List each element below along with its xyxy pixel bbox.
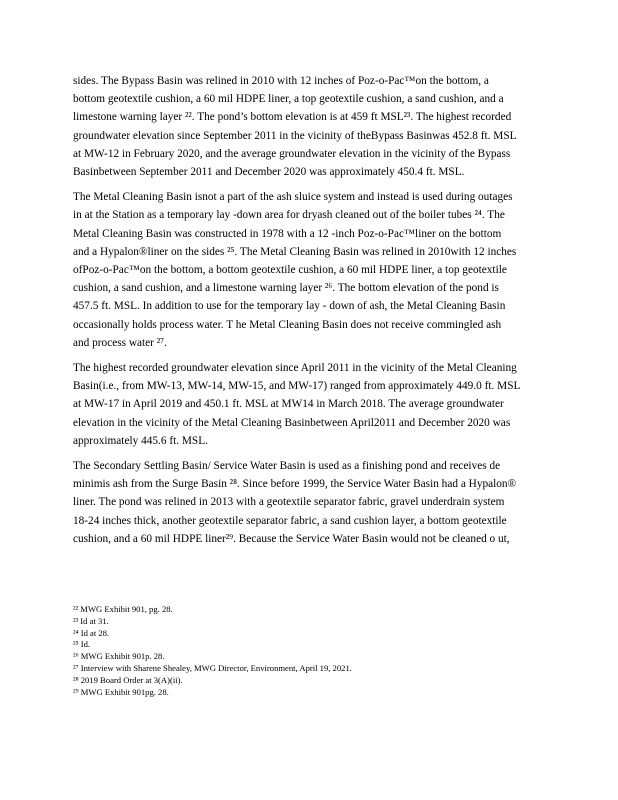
text-line: The Metal Cleaning Basin isnot a part of the ash sluice system and instead is used during outages: [73, 191, 513, 204]
text-line: occasionally holds process water. T he Metal Cleaning Basin does not receive commingled ash: [73, 318, 502, 331]
body-text: [73, 72, 545, 555]
text-line: limestone warning layer ²². The pond’s bottom elevation is at 459 ft MSL²³. The highest recorded: [73, 111, 512, 124]
text-line: 18-24 inches thick, another geotextile separator fabric, a sand cushion layer, a bottom geotextile: [73, 514, 507, 527]
footnote: ²⁶ MWG Exhibit 901p. 28.: [73, 651, 165, 662]
paragraph-bypass-basin: [73, 72, 545, 181]
footnote: ²⁵ Id.: [73, 639, 91, 650]
text-line: Basinbetween September 2011 and December 2020 was approximately 450.4 ft. MSL.: [73, 166, 465, 179]
text-line: sides. The Bypass Basin was relined in 2010 with 12 inches of Poz-o-Pac™on the bottom, a: [73, 75, 489, 87]
footnote: ²⁷ Interview with Sharene Shealey, MWG Director, Environment, April 19, 2021.: [73, 662, 352, 673]
text-line: and a Hypalon®liner on the sides ²⁵. The Metal Cleaning Basin was relined in 2010with 12 inches: [73, 245, 517, 258]
text-line: in at the Station as a temporary lay -down area for dryash cleaned out of the boiler tubes ²⁴. The: [73, 209, 505, 222]
text-line: Basin(i.e., from MW-13, MW-14, MW-15, and MW-17) ranged from approximately 449.0 ft. MSL: [73, 380, 521, 393]
text-line: The highest recorded groundwater elevation since April 2011 in the vicinity of the Metal Cleaning: [73, 362, 517, 375]
text-line: ofPoz-o-Pac™on the bottom, a bottom geotextile cushion, a 60 mil HDPE liner, a top geotextile: [73, 264, 507, 277]
paragraph-groundwater-elevation: [73, 359, 545, 450]
paragraph-service-water-basin: [73, 457, 545, 548]
text-line: 457.5 ft. MSL. In addition to use for the temporary lay - down of ash, the Metal Cleaning Basin: [73, 300, 506, 313]
text-line: The Secondary Settling Basin/ Service Water Basin is used as a finishing pond and receives de: [73, 460, 501, 473]
text-line: cushion, and a 60 mil HDPE liner²⁹. Because the Service Water Basin would not be cleaned o ut,: [73, 532, 510, 545]
text-line: at MW-17 in April 2019 and 450.1 ft. MSL at MW14 in March 2018. The average groundwater: [73, 398, 504, 411]
text-line: bottom geotextile cushion, a 60 mil HDPE liner, a top geotextile cushion, a sand cushion, and a: [73, 93, 504, 106]
footnote: ²⁹ MWG Exhibit 901pg. 28.: [73, 686, 169, 697]
text-line: approximately 445.6 ft. MSL.: [73, 434, 208, 447]
footnote: ²³ Id at 31.: [73, 615, 109, 626]
paragraph-metal-cleaning-basin: [73, 188, 545, 352]
text-line: Metal Cleaning Basin was constructed in 1978 with a 12 -inch Poz-o-Pac™liner on the bottom: [73, 227, 502, 240]
text-line: elevation in the vicinity of the Metal Cleaning Basinbetween April2011 and December 2020 was: [73, 416, 511, 429]
text-line: at MW-12 in February 2020, and the average groundwater elevation in the vicinity of the Bypass: [73, 147, 511, 160]
footnotes: [73, 604, 545, 698]
text-line: and process water ²⁷.: [73, 336, 167, 349]
text-line: minimis ash from the Surge Basin ²⁸. Since before 1999, the Service Water Basin had a Hypalon®: [73, 478, 517, 491]
text-line: cushion, a sand cushion, and a limestone warning layer ²⁶. The bottom elevation of the pond is: [73, 282, 499, 295]
footnote: ²⁴ Id at 28.: [73, 627, 110, 638]
footnote: ²⁸ 2019 Board Order at 3(A)(ii).: [73, 674, 183, 685]
footnote: ²² MWG Exhibit 901, pg. 28.: [73, 604, 173, 614]
text-line: liner. The pond was relined in 2013 with a geotextile separator fabric, gravel underdrain system: [73, 496, 505, 509]
text-line: groundwater elevation since September 2011 in the vicinity of theBypass Basinwas 452.8 ft. MSL: [73, 129, 517, 142]
